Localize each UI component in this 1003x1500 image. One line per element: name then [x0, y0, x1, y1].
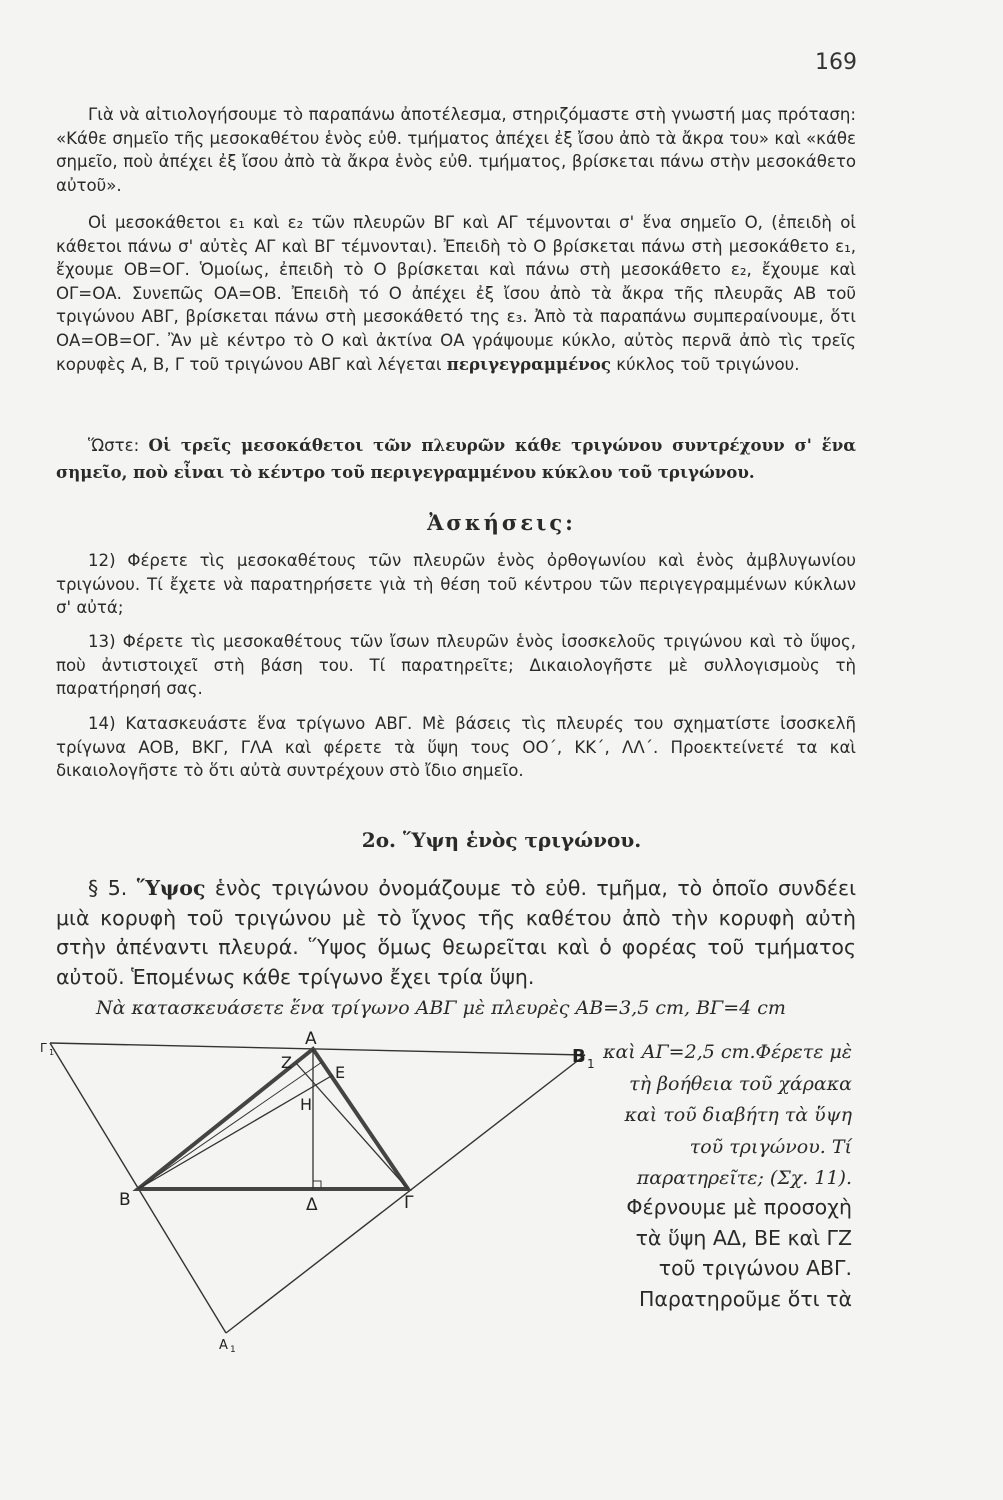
label-h: Η	[300, 1095, 313, 1114]
label-g1-sub: 1	[49, 1048, 55, 1057]
height-be	[138, 1075, 333, 1189]
label-d: Δ	[306, 1195, 318, 1215]
conclusion-theorem: Οἱ τρεῖς μεσοκάθετοι τῶν πλευρῶν κάθε τριγώνου συντρέχουν σ' ἕνα σημεῖο, ποὺ εἶναι τὸ κέντρο τοῦ περιγεγραμμένου κύκλου τοῦ τριγώνου.	[56, 435, 856, 482]
label-a1-sub: 1	[230, 1345, 236, 1355]
exercise-14: 14) Κατασκευάστε ἕνα τρίγωνο ΑΒΓ. Μὲ βάσεις τὶς πλευρές του σχηματίστε ἰσοσκελῆ τρίγωνα ΑΟΒ, ΒΚΓ, ΓΛΑ καὶ φέρετε τὰ ὕψη τους ΟΟ΄, ΚΚ΄, ΛΛ΄. Προεκτείνετέ τα καὶ δικαιολογῆστε τὸ ὅτι αὐτὰ συντρέχουν στὸ ἴδιο σημεῖο.	[56, 714, 856, 781]
exercise-12: 12) Φέρετε τὶς μεσοκαθέτους τῶν πλευρῶν ἑνὸς ὀρθογωνίου καὶ ἑνὸς ἀμβλυγωνίου τριγώνου. Τί ἔχετε νὰ παρατηρήσετε γιὰ τὴ θέση τοῦ κέντρου τῶν περιγεγραμμένων κύκλων σ' αὐτά;	[56, 551, 856, 618]
label-a1: Α	[219, 1338, 228, 1353]
construction-line-b	[138, 1062, 322, 1189]
label-z: Ζ	[281, 1053, 292, 1072]
section-5-definition	[56, 874, 856, 992]
term-height: Ὕψος	[136, 876, 206, 900]
label-e: Ε	[335, 1063, 346, 1082]
label-a: Α	[305, 1029, 317, 1049]
construction-instruction: Νὰ κατασκευάσετε ἕνα τρίγωνο ΑΒΓ μὲ πλευρὲς ΑΒ=3,5 cm, ΒΓ=4 cm	[96, 997, 786, 1019]
triangle-heights-figure	[0, 1020, 600, 1355]
section-marker: § 5.	[88, 876, 137, 900]
construction-side-text: καὶ ΑΓ=2,5 cm.Φέρετε μὲ τὴ βοήθεια τοῦ χάρακα καὶ τοῦ διαβήτη τὰ ὕψη τοῦ τριγώνου. Τί παρατηρεῖτε; (Σχ. 11).	[603, 1041, 852, 1189]
triangle-abg	[138, 1049, 408, 1189]
exercise-13: 13) Φέρετε τὶς μεσοκαθέτους τῶν ἴσων πλευρῶν ἑνὸς ἰσοσκελοῦς τριγώνου καὶ τὸ ὕψος, ποὺ ἀντιστοιχεῖ στὴ βάση του. Τί παρατηρεῖτε; Δικαιολογῆστε μὲ συλλογισμοὺς τὴ παρατήρησή σας.	[56, 632, 856, 699]
conclusion-lead: Ὥστε:	[88, 436, 149, 455]
proof-text: Οἱ μεσοκάθετοι ε₁ καὶ ε₂ τῶν πλευρῶν ΒΓ καὶ ΑΓ τέμνονται σ' ἕνα σημεῖο Ο, (ἐπειδὴ οἱ κάθετοι πάνω σ' αὐτὲς ΑΓ καὶ ΒΓ τέμνονται). Ἐπειδὴ τὸ Ο βρίσκεται πάνω στὴ μεσοκάθετο ε₁, ἔχουμε ΟΒ=ΟΓ. Ὁμοίως, ἐπειδὴ τὸ Ο βρίσκεται καὶ πάνω στὴ μεσοκάθετο ε₂, ἔχουμε καὶ ΟΓ=ΟΑ. Συνεπῶς ΟΑ=ΟΒ. Ἐπειδὴ τό Ο ἀπέχει ἐξ ἴσου ἀπὸ τὰ ἄκρα τῆς πλευρᾶς ΑΒ τοῦ τριγώνου ΑΒΓ, βρίσκεται πάνω στὴ μεσοκάθετό της ε₃. Ἀπὸ τὰ παραπάνω συμπεραίνουμε, ὅτι ΟΑ=ΟΒ=ΟΓ. Ἂν μὲ κέντρο τὸ Ο καὶ ἀκτίνα ΟΑ γράψουμε κύκλο, αὐτὸς περνᾶ ἀπὸ τὶς τρεῖς κορυφὲς Α, Β, Γ τοῦ τριγώνου ΑΒΓ καὶ λέγεται	[56, 213, 856, 374]
label-b1: Β	[572, 1046, 586, 1067]
label-g: Γ	[404, 1193, 414, 1213]
label-g1: Γ	[40, 1041, 47, 1055]
label-b: Β	[119, 1190, 131, 1210]
intro-paragraph: Γιὰ νὰ αἰτιολογήσουμε τὸ παραπάνω ἀποτέλεσμα, στηριζόμαστε στὴ γνωστή μας πρόταση: «Κάθε σημεῖο τῆς μεσοκαθέτου ἑνὸς εὐθ. τμήματος ἀπέχει ἐξ ἴσου ἀπὸ τὰ ἄκρα του» καὶ «κάθε σημεῖο, ποὺ ἀπέχει ἐξ ἴσου ἀπὸ τὰ ἄκρα ἑνὸς εὐθ. τμήματος, βρίσκεται πάνω στὴν μεσοκάθετο αὐτοῦ».	[56, 105, 856, 195]
page-number: 169	[815, 50, 857, 75]
conclusion-paragraph	[56, 432, 856, 486]
exercises-heading: Ἀσκήσεις:	[427, 510, 576, 535]
heights-heading: 2ο. Ὕψη ἑνὸς τριγώνου.	[361, 828, 642, 852]
follow-text: Φέρνουμε μὲ προσοχὴ τὰ ὕψη ΑΔ, ΒΕ καὶ ΓΖ τοῦ τριγώνου ΑΒΓ. Παρατηροῦμε ὅτι τὰ	[626, 1195, 852, 1311]
proof-paragraph	[56, 211, 856, 376]
section-5-text: ἑνὸς τριγώνου ὀνομάζουμε τὸ εὐθ. τμῆμα, τὸ ὁποῖο συνδέει μιὰ κορυφὴ τοῦ τριγώνου μὲ τὸ ἴχνος τῆς καθέτου ἀπὸ τὴν κορυφὴ αὐτὴ στὴν ἀπέναντι πλευρά. Ὕψος ὅμως θεωρεῖται καὶ ὁ φορέας τοῦ τμήματος αὐτοῦ. Ἑπομένως κάθε τρίγωνο ἔχει τρία ὕψη.	[56, 876, 857, 989]
label-b1-sub: 1	[587, 1057, 595, 1071]
term-circumscribed: περιγεγραμμένος	[446, 353, 611, 374]
proof-text-end: κύκλος τοῦ τριγώνου.	[610, 354, 800, 374]
